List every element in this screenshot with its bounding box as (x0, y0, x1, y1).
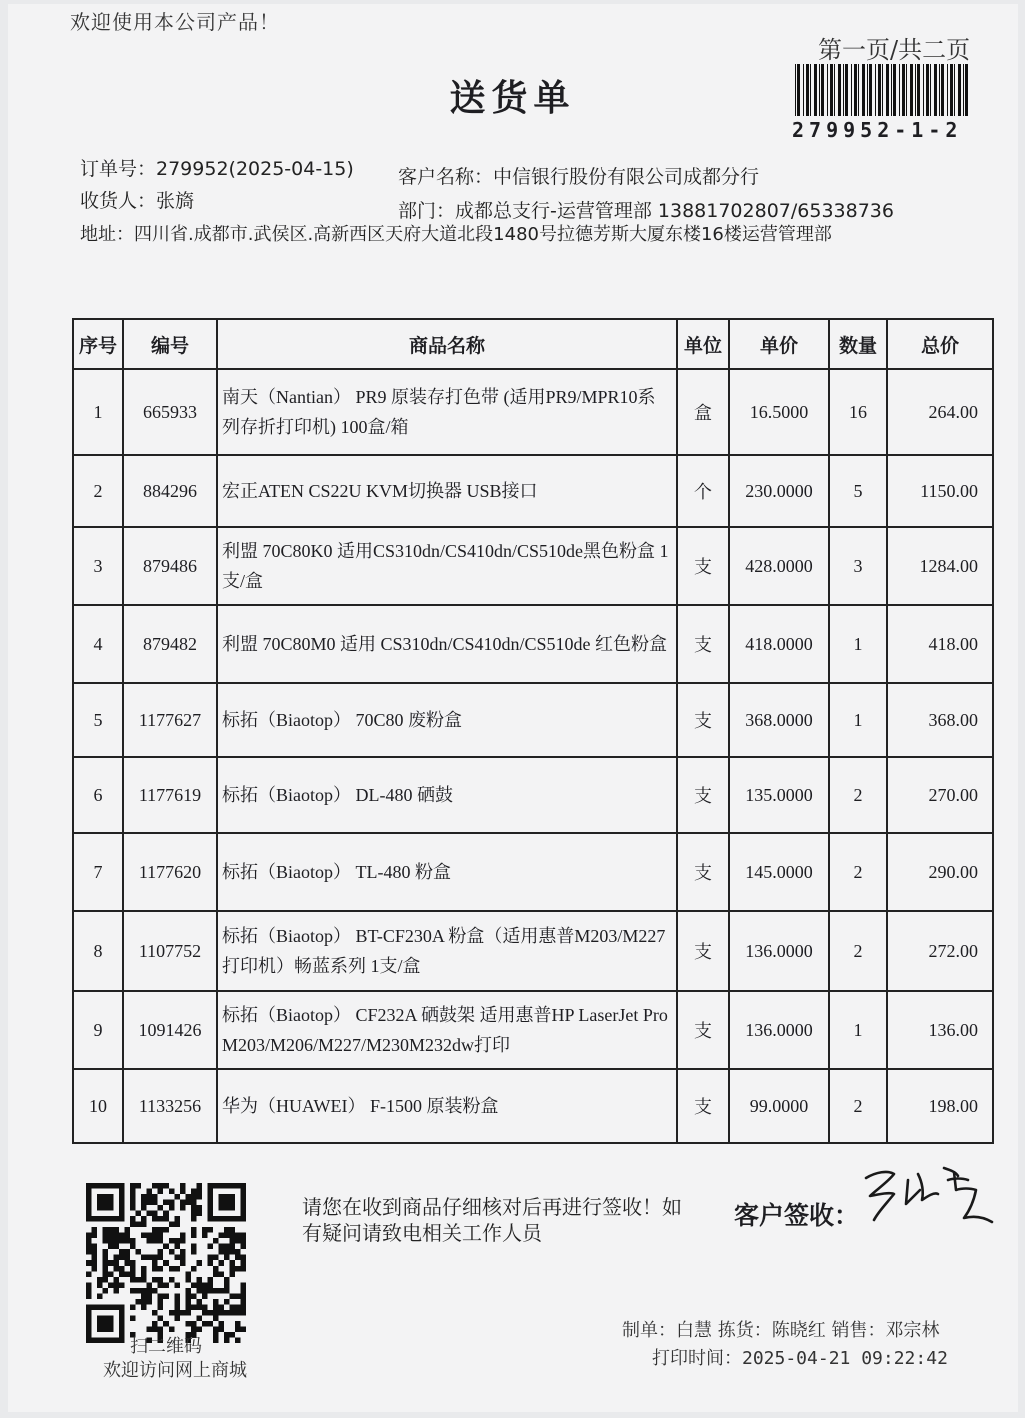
cell-qty: 1 (829, 683, 887, 757)
cell-total: 136.00 (887, 991, 993, 1069)
table-header-row (73, 319, 993, 369)
col-header-price: 单价 (729, 319, 829, 369)
print-time: 打印时间：2025-04-21 09:22:42 (652, 1348, 948, 1369)
cell-product-name: 利盟 70C80M0 适用 CS310dn/CS410dn/CS510de 红色粉盒 (217, 605, 677, 683)
cell-qty: 16 (829, 369, 887, 455)
table-row (73, 1069, 993, 1143)
order-number: 订单号：279952(2025-04-15) (80, 158, 354, 180)
cell-index: 2 (73, 455, 123, 527)
cell-code: 1177619 (123, 757, 217, 833)
cell-price: 145.0000 (729, 833, 829, 911)
cell-qty: 1 (829, 991, 887, 1069)
col-header-unit: 单位 (677, 319, 729, 369)
col-header-name: 商品名称 (217, 319, 677, 369)
table-row (73, 683, 993, 757)
cell-product-name: 南天（Nantian） PR9 原装存打色带 (适用PR9/MPR10系列存折打印机) 100盒/箱 (217, 369, 677, 455)
cell-code: 1091426 (123, 991, 217, 1069)
table-row (73, 991, 993, 1069)
staff-info: 制单：白慧 拣货：陈晓红 销售：邓宗林 (622, 1320, 940, 1341)
cell-total: 1150.00 (887, 455, 993, 527)
cell-qty: 2 (829, 833, 887, 911)
items-table (72, 318, 994, 1144)
cell-total: 264.00 (887, 369, 993, 455)
cell-code: 884296 (123, 455, 217, 527)
cell-qty: 2 (829, 1069, 887, 1143)
document-title: 送货单 (449, 77, 576, 119)
table-row (73, 757, 993, 833)
cell-code: 1107752 (123, 911, 217, 991)
cell-code: 879486 (123, 527, 217, 605)
cell-code: 1177620 (123, 833, 217, 911)
cell-unit: 支 (677, 1069, 729, 1143)
cell-index: 1 (73, 369, 123, 455)
cell-product-name: 标拓（Biaotop） CF232A 硒鼓架 适用惠普HP LaserJet Pro M203/M206/M227/M230M232dw打印 (217, 991, 677, 1069)
cell-product-name: 标拓（Biaotop） DL-480 硒鼓 (217, 757, 677, 833)
cell-price: 368.0000 (729, 683, 829, 757)
cell-product-name: 宏正ATEN CS22U KVM切换器 USB接口 (217, 455, 677, 527)
cell-total: 418.00 (887, 605, 993, 683)
department-info: 部门：成都总支行-运营管理部 13881702807/65338736 (398, 200, 894, 222)
table-row (73, 369, 993, 455)
cell-price: 16.5000 (729, 369, 829, 455)
cell-index: 9 (73, 991, 123, 1069)
cell-index: 8 (73, 911, 123, 991)
cell-total: 368.00 (887, 683, 993, 757)
cell-total: 1284.00 (887, 527, 993, 605)
cell-unit: 支 (677, 911, 729, 991)
cell-index: 7 (73, 833, 123, 911)
cell-product-name: 标拓（Biaotop） 70C80 废粉盒 (217, 683, 677, 757)
cell-unit: 支 (677, 683, 729, 757)
qr-code-label: 扫二维码 (130, 1336, 202, 1357)
cell-index: 4 (73, 605, 123, 683)
cell-code: 879482 (123, 605, 217, 683)
table-row (73, 911, 993, 991)
page-indicator: 第一页/共二页 (818, 36, 971, 64)
cell-qty: 2 (829, 757, 887, 833)
col-header-total: 总价 (887, 319, 993, 369)
cell-unit: 支 (677, 527, 729, 605)
cell-index: 5 (73, 683, 123, 757)
cell-unit: 支 (677, 605, 729, 683)
cell-code: 1133256 (123, 1069, 217, 1143)
online-mall-text: 欢迎访问网上商城 (103, 1360, 247, 1381)
col-header-qty: 数量 (829, 319, 887, 369)
table-row (73, 455, 993, 527)
cell-qty: 2 (829, 911, 887, 991)
barcode-number: 279952-1-2 (792, 118, 963, 142)
cell-product-name: 利盟 70C80K0 适用CS310dn/CS410dn/CS510de黑色粉盒 1支/盒 (217, 527, 677, 605)
table-row (73, 605, 993, 683)
welcome-text: 欢迎使用本公司产品！ (70, 10, 280, 34)
cell-index: 10 (73, 1069, 123, 1143)
col-header-code: 编号 (123, 319, 217, 369)
cell-unit: 个 (677, 455, 729, 527)
cell-product-name: 标拓（Biaotop） TL-480 粉盒 (217, 833, 677, 911)
cell-total: 272.00 (887, 911, 993, 991)
col-header-index: 序号 (73, 319, 123, 369)
verification-notice: 请您在收到商品仔细核对后再进行签收！如有疑问请致电相关工作人员 (302, 1195, 682, 1245)
cell-qty: 5 (829, 455, 887, 527)
cell-price: 136.0000 (729, 911, 829, 991)
table-row (73, 527, 993, 605)
customer-sign-label: 客户签收： (734, 1201, 860, 1230)
cell-unit: 支 (677, 991, 729, 1069)
cell-product-name: 标拓（Biaotop） BT-CF230A 粉盒（适用惠普M203/M227 打印机）畅蓝系列 1支/盒 (217, 911, 677, 991)
customer-name: 客户名称：中信银行股份有限公司成都分行 (398, 166, 760, 188)
cell-qty: 3 (829, 527, 887, 605)
cell-unit: 支 (677, 757, 729, 833)
cell-qty: 1 (829, 605, 887, 683)
cell-price: 99.0000 (729, 1069, 829, 1143)
qr-code-icon (86, 1183, 246, 1343)
cell-price: 135.0000 (729, 757, 829, 833)
cell-product-name: 华为（HUAWEI） F-1500 原装粉盒 (217, 1069, 677, 1143)
cell-code: 1177627 (123, 683, 217, 757)
cell-total: 198.00 (887, 1069, 993, 1143)
cell-price: 428.0000 (729, 527, 829, 605)
receiver-name: 收货人：张旖 (80, 190, 195, 212)
cell-index: 6 (73, 757, 123, 833)
delivery-address: 地址：四川省.成都市.武侯区.高新西区天府大道北段1480号拉德芳斯大厦东楼16楼运营管理部 (80, 224, 832, 245)
cell-price: 418.0000 (729, 605, 829, 683)
cell-unit: 支 (677, 833, 729, 911)
cell-total: 290.00 (887, 833, 993, 911)
handwritten-signature (858, 1160, 998, 1240)
cell-unit: 盒 (677, 369, 729, 455)
cell-price: 230.0000 (729, 455, 829, 527)
cell-total: 270.00 (887, 757, 993, 833)
table-row (73, 833, 993, 911)
cell-index: 3 (73, 527, 123, 605)
cell-price: 136.0000 (729, 991, 829, 1069)
cell-code: 665933 (123, 369, 217, 455)
